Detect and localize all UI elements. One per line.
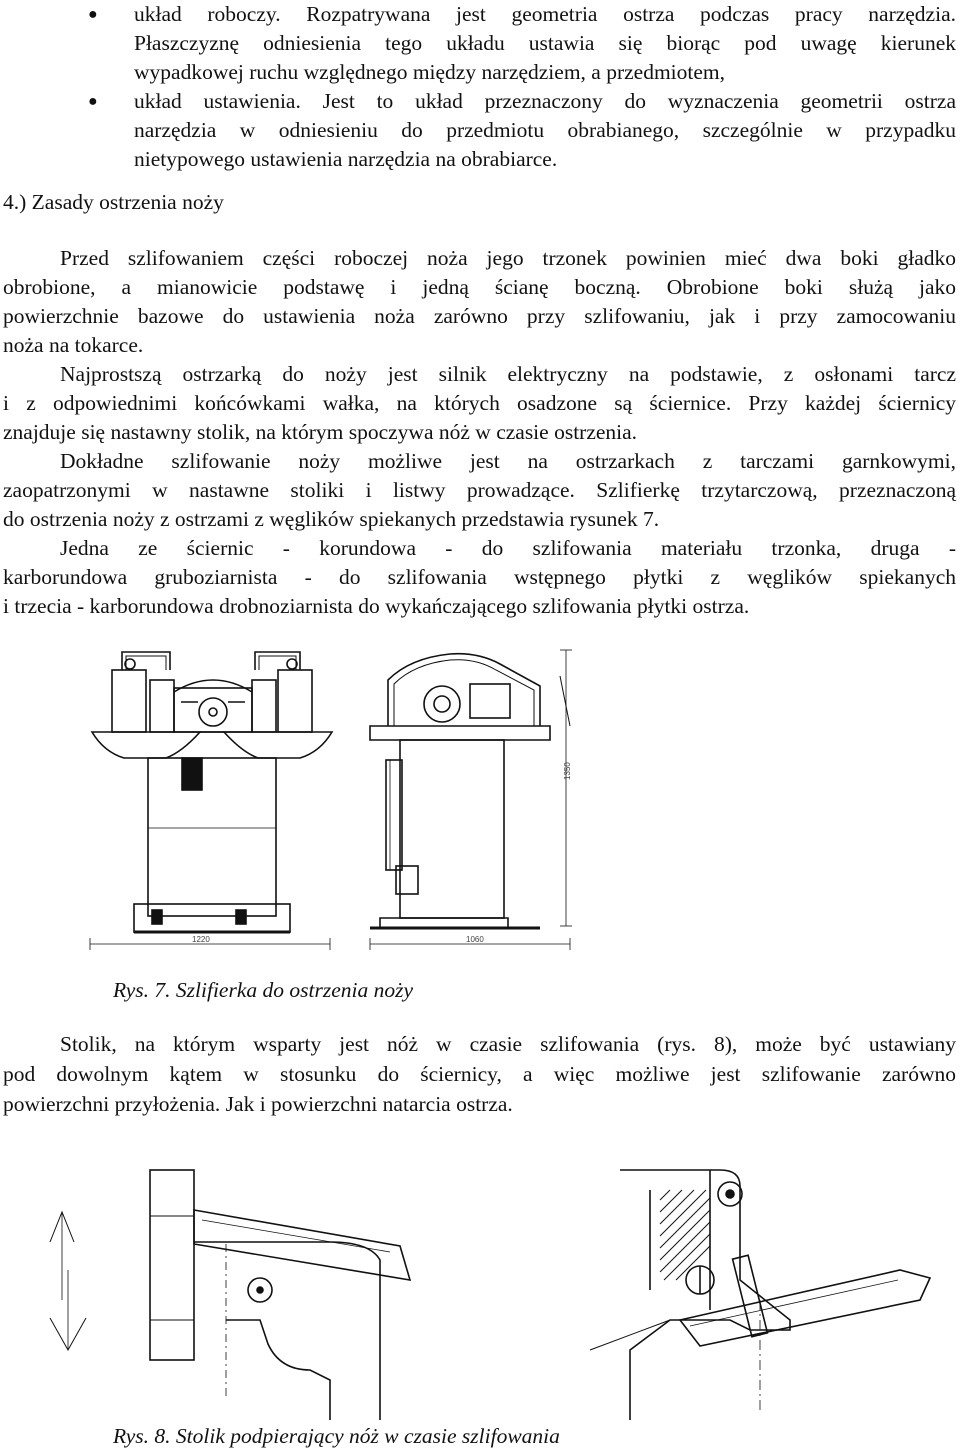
side-view xyxy=(370,650,572,950)
side-width-dimension: 1060 xyxy=(466,935,484,944)
paragraph-3-line-1: Dokładne szlifowanie noży możliwe jest na ostrzarkach z tarczami garnkowymi, xyxy=(60,449,956,473)
front-view xyxy=(90,652,332,950)
paragraph-3-line-3: do ostrzenia noży z ostrzami z węglików spiekanych przedstawia rysunek 7. xyxy=(3,507,660,531)
bullet-marker: ● xyxy=(88,93,98,110)
paragraph-4-line-3: i trzecia - karborundowa drobnoziarnista do wykańczającego szlifowania płytki ostrza. xyxy=(3,594,750,618)
figure-7-drawing xyxy=(70,640,630,960)
height-dimension: 1350 xyxy=(563,762,572,780)
paragraph-2-line-2: i z odpowiednimi końcówkami wałka, na których osadzone są ściernice. Przy każdej ściernicy xyxy=(3,391,956,415)
paragraph-2-line-1: Najprostszą ostrzarką do noży jest silnik elektryczny na podstawie, z osłonami tarcz xyxy=(60,362,956,386)
figure-8-right-view xyxy=(590,1170,930,1420)
paragraph-1-line-1: Przed szlifowaniem części roboczej noża jego trzonek powinien mieć dwa boki gładko xyxy=(60,246,956,270)
section-heading: 4.) Zasady ostrzenia noży xyxy=(3,190,224,214)
paragraph-3-line-2: zaopatrzonymi w nastawne stoliki i listwy prowadzące. Szlifierkę trzytarczową, przeznaczoną xyxy=(3,478,956,502)
bullet-1-line-2: Płaszczyznę odniesienia tego układu ustawia się biorąc pod uwagę kierunek xyxy=(134,31,956,55)
paragraph-1-line-4: noża na tokarce. xyxy=(3,333,144,357)
bullet-2-line-2: narzędzia w odniesieniu do przedmiotu obrabianego, szczególnie w przypadku xyxy=(134,118,956,142)
figure-8-left-view xyxy=(50,1170,410,1420)
figure-8-drawing xyxy=(30,1170,930,1420)
paragraph-1-line-3: powierzchnie bazowe do ustawienia noża zarówno przy szlifowaniu, jak i przy zamocowaniu xyxy=(3,304,956,328)
bullet-1-line-1: układ roboczy. Rozpatrywana jest geometria ostrza podczas pracy narzędzia. xyxy=(134,2,956,26)
paragraph-5-line-2: pod dowolnym kątem w stosunku do ściernicy, a więc możliwe jest szlifowanie zarówno xyxy=(3,1062,956,1086)
paragraph-5-line-1: Stolik, na którym wsparty jest nóż w czasie szlifowania (rys. 8), może być ustawiany xyxy=(60,1032,956,1056)
paragraph-4-line-2: karborundowa gruboziarnista - do szlifowania wstępnego płytki z węglików spiekanych xyxy=(3,565,956,589)
paragraph-4-line-1: Jedna ze ściernic - korundowa - do szlifowania materiału trzonka, druga - xyxy=(60,536,956,560)
figure-7-caption: Rys. 7. Szlifierka do ostrzenia noży xyxy=(113,978,413,1002)
bullet-2-line-1: układ ustawienia. Jest to układ przeznaczony do wyznaczenia geometrii ostrza xyxy=(134,89,956,113)
figure-8-caption: Rys. 8. Stolik podpierający nóż w czasie szlifowania xyxy=(113,1424,560,1448)
paragraph-5-line-3: powierzchni przyłożenia. Jak i powierzchni natarcia ostrza. xyxy=(3,1092,513,1116)
paragraph-1-line-2: obrobione, a mianowicie podstawę i jedną ścianę boczną. Obrobione boki służą jako xyxy=(3,275,956,299)
bullet-1-line-3: wypadkowej ruchu względnego między narzędziem, a przedmiotem, xyxy=(134,60,726,84)
paragraph-2-line-3: znajduje się nastawny stolik, na którym spoczywa nóż w czasie ostrzenia. xyxy=(3,420,638,444)
bullet-marker: ● xyxy=(88,6,98,23)
front-width-dimension: 1220 xyxy=(192,935,210,944)
bullet-2-line-3: nietypowego ustawienia narzędzia na obrabiarce. xyxy=(134,147,558,171)
